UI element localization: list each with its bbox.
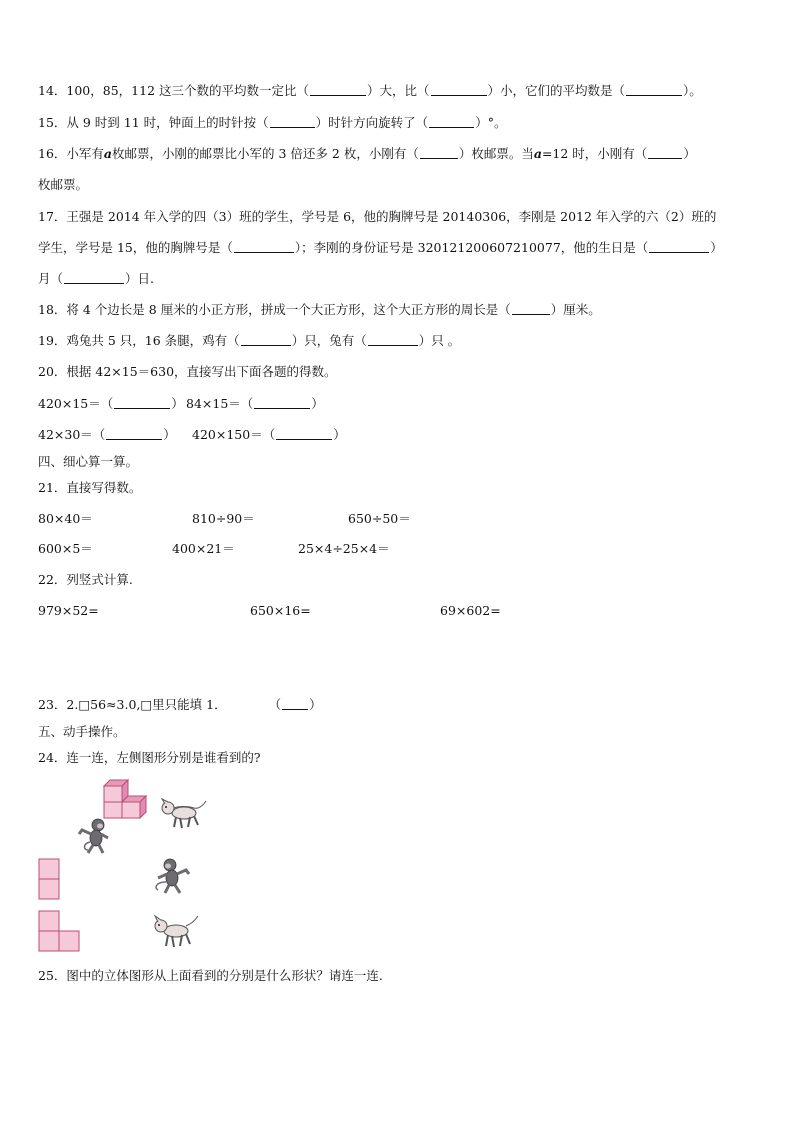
q20-expr-2: 84×15＝（ ） xyxy=(186,396,324,411)
question-18: 18．将 4 个边长是 8 厘米的小正方形，拼成一个大正方形，这个大正方形的周长是（ ）厘米。 xyxy=(38,302,601,317)
question-19: 19．鸡兔共 5 只，16 条腿，鸡有（ ）只，兔有（ ）只 。 xyxy=(38,333,461,348)
answer-blank[interactable] xyxy=(368,334,418,346)
q22-item: 650×16= xyxy=(250,603,311,618)
answer-blank[interactable] xyxy=(420,147,458,159)
question-14: 14．100，85，112 这三个数的平均数一定比（ ）大，比（ ）小，它们的平均数是（ ）。 xyxy=(38,83,702,98)
q21-item: 810÷90＝ xyxy=(192,511,255,526)
question-17-line3: 月（ ）日. xyxy=(38,271,154,286)
question-25: 25．图中的立体图形从上面看到的分别是什么形状？请连一连. xyxy=(38,968,383,983)
q20-expr-1: 420×15＝（ ） xyxy=(38,396,184,411)
question-16: 16．小军有a枚邮票，小刚的邮票比小军的 3 倍还多 2 枚，小刚有（ ）枚邮票。当a=12 时，小刚有（ ） xyxy=(38,146,696,161)
section-5-heading: 五、动手操作。 xyxy=(38,724,126,739)
answer-blank[interactable] xyxy=(626,84,682,96)
dog-icon xyxy=(158,795,210,833)
q20-expr-3: 42×30＝（ ） xyxy=(38,427,176,442)
question-24: 24．连一连，左侧图形分别是谁看到的? xyxy=(38,750,261,765)
q22-item: 69×602= xyxy=(440,603,501,618)
q20-expr-4: 420×150＝（ ） xyxy=(192,427,346,442)
question-22: 22．列竖式计算. xyxy=(38,572,133,587)
q21-item: 400×21＝ xyxy=(172,541,235,556)
question-23: 23．2.□56≈3.0,□里只能填 1． （ ） xyxy=(38,697,322,712)
side-view-shape xyxy=(38,910,84,954)
answer-blank[interactable] xyxy=(310,84,366,96)
question-17: 17．王强是 2014 年入学的四（3）班的学生，学号是 6，他的胸牌号是 20140306，李刚是 2012 年入学的六（2）班的 xyxy=(38,209,717,224)
q21-item: 80×40＝ xyxy=(38,511,93,526)
answer-blank[interactable] xyxy=(512,303,550,315)
answer-blank[interactable] xyxy=(241,334,291,346)
answer-blank[interactable] xyxy=(648,147,682,159)
q21-item: 600×5＝ xyxy=(38,541,93,556)
dog-icon xyxy=(150,912,202,952)
question-15: 15．从 9 时到 11 时，钟面上的时针按（ ）时针方向旋转了（ ）°。 xyxy=(38,115,507,130)
q21-item: 650÷50＝ xyxy=(348,511,411,526)
question-21: 21．直接写得数。 xyxy=(38,480,142,495)
section-4-heading: 四、细心算一算。 xyxy=(38,454,139,469)
q22-item: 979×52= xyxy=(38,603,99,618)
answer-blank[interactable] xyxy=(64,272,124,284)
answer-blank[interactable] xyxy=(649,241,709,253)
question-17-line2: 学生，学号是 15，他的胸牌号是（ ）；李刚的身份证号是 320121200607210077，他的生日是（ ） xyxy=(38,240,723,255)
answer-blank[interactable] xyxy=(282,698,308,710)
question-20: 20．根据 42×15＝630，直接写出下面各题的得数。 xyxy=(38,364,337,379)
question-16-cont: 枚邮票。 xyxy=(38,177,89,192)
answer-blank[interactable] xyxy=(429,116,474,128)
q21-item: 25×4÷25×4＝ xyxy=(298,541,390,556)
monkey-icon xyxy=(76,816,116,856)
answer-blank[interactable] xyxy=(254,397,310,409)
answer-blank[interactable] xyxy=(114,397,170,409)
answer-blank[interactable] xyxy=(431,84,487,96)
answer-blank[interactable] xyxy=(270,116,315,128)
answer-blank[interactable] xyxy=(276,428,332,440)
monkey-icon xyxy=(150,856,192,896)
front-view-shape xyxy=(38,858,62,902)
answer-blank[interactable] xyxy=(106,428,162,440)
answer-blank[interactable] xyxy=(234,241,294,253)
